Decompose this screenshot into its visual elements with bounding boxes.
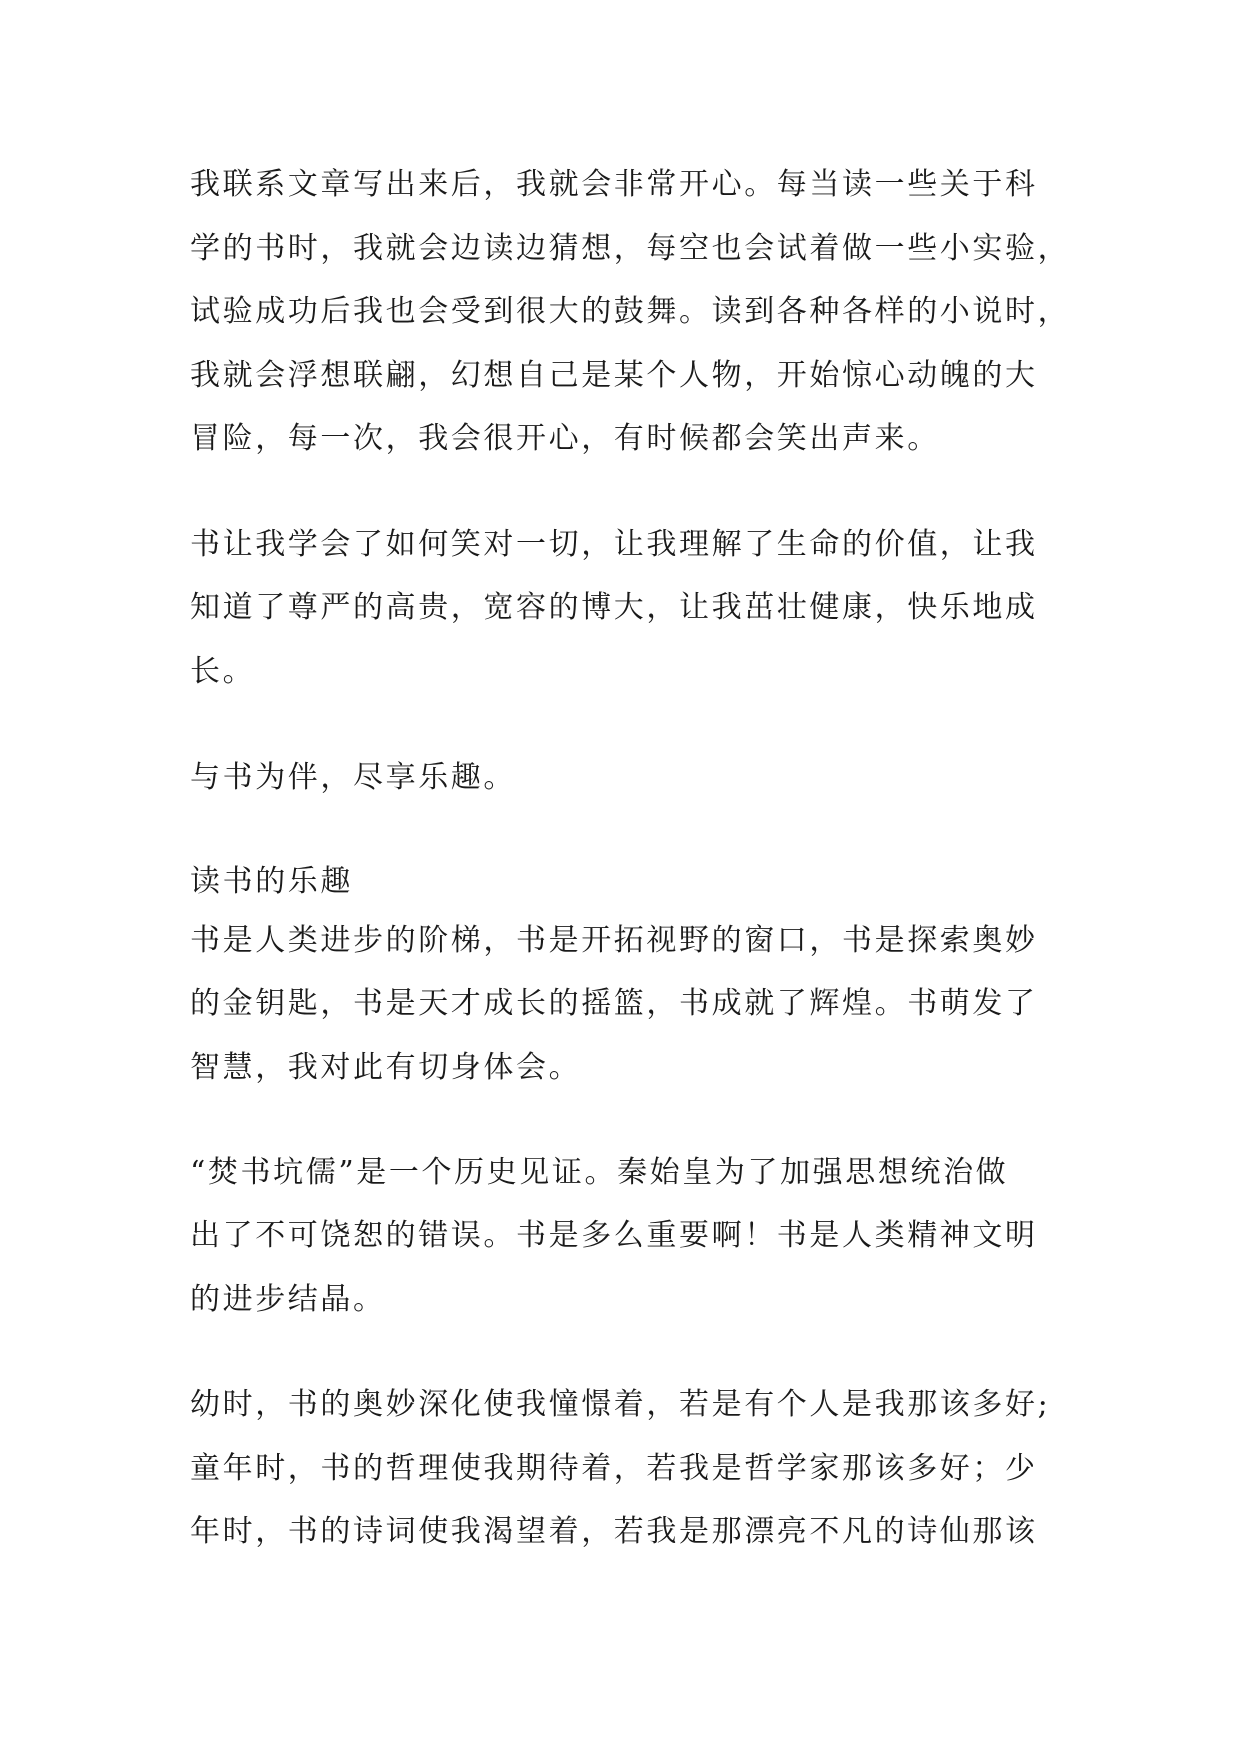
text-line: 试验成功后我也会受到很大的鼓舞。读到各种各样的小说时，: [190, 294, 1071, 329]
text-line: 幼时，书的奥妙深化使我憧憬着，若是有个人是我那该多好;: [190, 1387, 1051, 1422]
text-line: 年时，书的诗词使我渴望着，若我是那漂亮不凡的诗仙那该: [190, 1514, 1038, 1549]
text-line: 书是人类进步的阶梯，书是开拓视野的窗口，书是探索奥妙: [190, 923, 1038, 958]
section-title: 读书的乐趣: [190, 864, 353, 899]
text-line: 童年时，书的哲理使我期待着，若我是哲学家那该多好；少: [190, 1451, 1038, 1486]
text-line: 我就会浮想联翩，幻想自己是某个人物，开始惊心动魄的大: [190, 358, 1038, 393]
text-line: 书让我学会了如何笑对一切，让我理解了生命的价值，让我: [190, 527, 1038, 562]
text-line: 的进步结晶。: [190, 1282, 386, 1317]
text-line: 冒险，每一次，我会很开心，有时候都会笑出声来。: [190, 421, 940, 456]
text-line: 学的书时，我就会边读边猜想，每空也会试着做一些小实验，: [190, 231, 1071, 266]
text-line: 出了不可饶恕的错误。书是多么重要啊！书是人类精神文明: [190, 1218, 1038, 1253]
text-line: 知道了尊严的高贵，宽容的博大，让我茁壮健康，快乐地成: [190, 590, 1038, 625]
text-line: “焚书坑儒”是一个历史见证。秦始皇为了加强思想统治做: [190, 1155, 1009, 1190]
text-line: 的金钥匙，书是天才成长的摇篮，书成就了辉煌。书萌发了: [190, 986, 1038, 1021]
text-line: 我联系文章写出来后，我就会非常开心。每当读一些关于科: [190, 167, 1038, 202]
text-line: 智慧，我对此有切身体会。: [190, 1050, 582, 1085]
text-line: 与书为伴，尽享乐趣。: [190, 760, 516, 795]
text-line: 长。: [190, 654, 256, 689]
